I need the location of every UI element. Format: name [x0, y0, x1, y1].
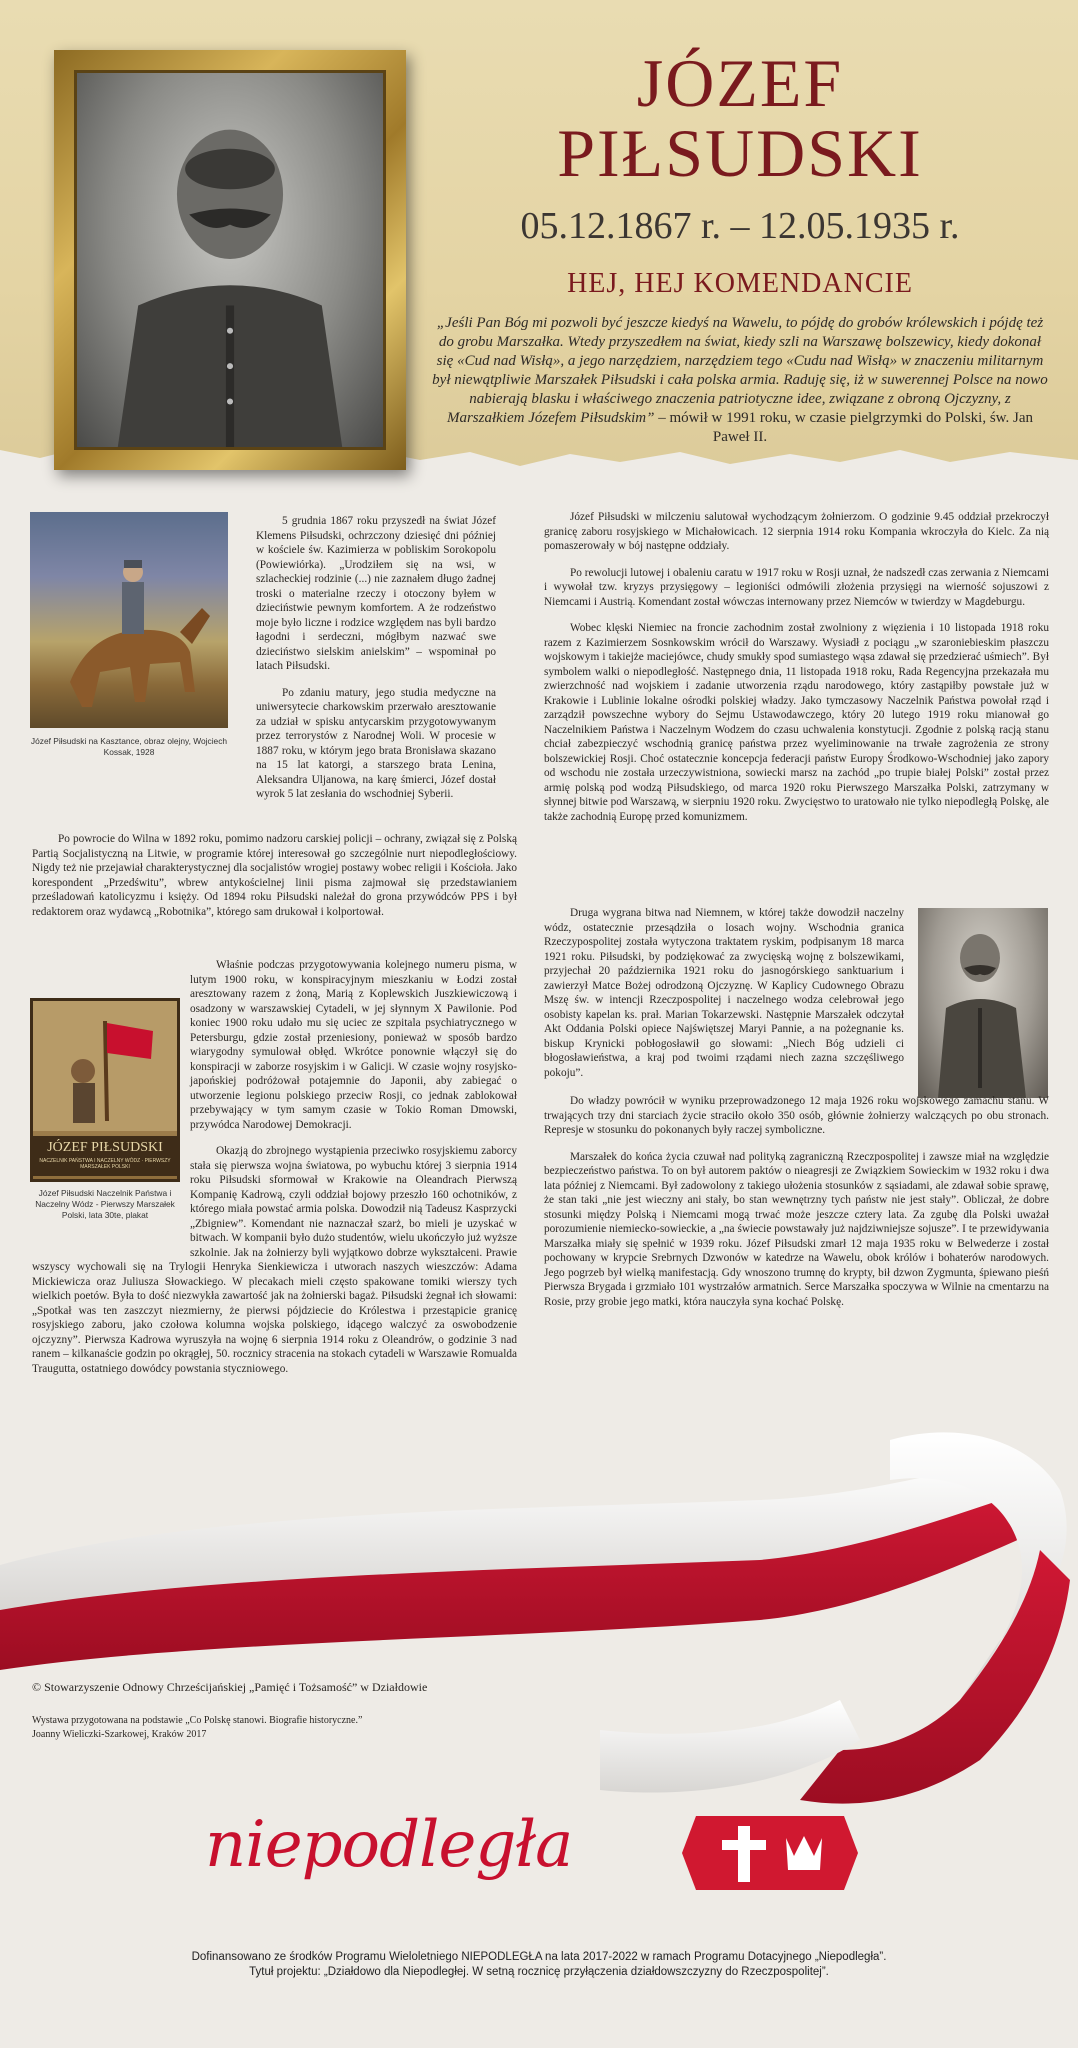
paragraph: 5 grudnia 1867 roku przyszedł na świat Józef Klemens Piłsudski, ochrzczony dziesięć dni później w kościele św. Kazimierza w pobliskim Sorokopolu (Powiewiórka). „Urodziłem się na wsi, w szlacheckiej rodzinie (...) nie zaznałem długo żadnej troski o materialne rzeczy i otoczony byłem w dzieciństwie pewnym komfortem. A że rodzeństwo moje było liczne i rodzice względem nas byli bardzo łagodni i serdeczni, mógłbym nazwać swe dzieciństwo sielskim anielskim” – wspominał po latach Piłsudski. — [256, 515, 496, 672]
poster-float-spacer — [32, 1000, 190, 1250]
paragraph: Józef Piłsudski w milczeniu salutował wychodzącym żołnierzom. O godzinie 9.45 oddział przekroczył granicę zaboru rosyjskiego w Michałowicach. 12 sierpnia 1914 roku Kompania wkroczyła do Kielc. Za nią pomaszerowały w bój następne oddziały. — [544, 511, 1049, 552]
niepodlegla-logo: niepodległa — [205, 1808, 573, 1882]
funding-note — [0, 1950, 1078, 1980]
source-line1: Wystawa przygotowana na podstawie „Co Polskę stanowi. Biografie historyczne.” — [32, 1715, 363, 1726]
source-note — [32, 1714, 362, 1742]
caption-poster: Józef Piłsudski Naczelnik Państwa i Naczelny Wódz - Pierwszy Marszałek Polski, lata 30te, plakat — [35, 1188, 175, 1220]
subtitle: HEJ, HEJ KOMENDANCIE — [567, 268, 913, 299]
cross-crown-icon — [682, 1816, 858, 1890]
seated-figure-icon — [918, 908, 1048, 1098]
left-col-lower — [32, 958, 517, 1388]
paragraph: Po powrocie do Wilna w 1892 roku, pomimo nadzoru carskiej policji – ochrany, związał się z Polską Partią Socjalistyczną na Litwie, w programie której interesował go szczególnie nurt niepodległościowy. Nigdy też nie przejawiał charakterystycznej dla socjalistów wrogiej postawy wobec religii i Kościoła. Jako korespondent „Przedświtu”, wbrew antykościelnej linii pisma zajmował się przedstawianiem prześladowań katolicyzmu i księży. Od 1894 roku Piłsudski należał do grona przywódców PPS i był redaktorem oraz wydawcą „Robotnika”, którego sam drukował i kolportował. — [32, 833, 517, 918]
portrait-figure-icon — [77, 73, 383, 447]
poster-subtitle: NACZELNIK PAŃSTWA I NACZELNY WÓDZ · PIERWSZY MARSZAŁEK POLSKI — [33, 1156, 177, 1176]
source-line2: Joanny Wieliczki-Szarkowej, Kraków 2017 — [32, 1729, 207, 1740]
paragraph: Po rewolucji lutowej i obaleniu caratu w 1917 roku w Rosji uznał, że nadszedł czas zerwania z Niemcami i wywołał tzw. kryzys przysięgowy – legioniści odmówili złożenia przysięgi na wierność sojuszowi z Niemcami i Austrią. Komendant został wówczas internowany przez Niemców w twierdzy w Magdeburgu. — [544, 566, 1049, 608]
paragraph: Marszałek do końca życia czuwał nad polityką zagraniczną Rzeczpospolitej i zawsze miał na względzie bezpieczeństwo państwa. To on był autorem paktów o nieagresji ze Związkiem Sowieckim w 1932 roku i dwa lata później z Niemcami. Był zadowolony z takiego ułożenia stosunków z sąsiadami, ale zdawał sobie sprawę, że stan taki „nie jest wieczny ani stały, bo stan wewnętrzny tych państw nie jest stały”. Obliczał, że dobre stosunki między Polską i Niemcami mogą trwać może jeszcze cztery lata. Za zgubę dla Polski uważał porozumienie niemiecko-sowieckie, a „na świecie powstawały już najdziwniejsze sojusze”. I te przewidywania Marszałka miały się spełnić w 1939 roku. Józef Piłsudski zmarł 12 maja 1935 roku w Belwederze i został pochowany w krypcie Srebrnych Dzwonów w katedrze na Wawelu, obok królów i bohaterów narodowych. Jego pogrzeb był wielką manifestacją. Gdy wnoszono trumnę do krypty, bił dzwon Zygmunta, śpiewano pieśń Pierwsza Brygada i grzmiało 101 wystrzałów armatnich. Serce Marszałka spoczywa w Wilnie na cmentarzu na Rosie, przy grobie jego matki, która nauczyła syna kochać Polskę. — [544, 1150, 1049, 1308]
poster-title: JÓZEF PIŁSUDSKI — [33, 1136, 177, 1156]
funding-line2: Tytuł projektu: „Działdowo dla Niepodległej. W setną rocznicę przyłączenia działdowszczyzny do Rzeczpospolitej”. — [249, 1966, 829, 1978]
flag-ribbon — [0, 1400, 1078, 1820]
name-line1: JÓZEF — [636, 45, 844, 121]
funding-line1: Dofinansowano ze środków Programu Wieloletniego NIEPODLEGŁA na lata 2017-2022 w ramach Programu Dotacyjnego „Niepodległa”. — [191, 1951, 887, 1963]
left-col-full-1 — [32, 832, 517, 931]
quote — [430, 314, 1050, 447]
quote-attribution: – mówił w 1991 roku, w czasie pielgrzymki do Polski, św. Jan Paweł II. — [654, 410, 1034, 445]
painting-kasztanka — [30, 512, 228, 758]
left-col-upper — [256, 514, 496, 814]
cross-crown-logo — [682, 1816, 858, 1890]
paragraph: Po zdaniu matury, jego studia medyczne na uniwersytecie charkowskim przerwało aresztowanie za udział w spisku antycarskim przygotowywanym przez terrorystów z Narodnej Woli. W procesie w 1887 roku, w którym jego brata Bronisława skazano na 15 lat katorgi, a starszego brata Lenina, Aleksandra Uljanowa, na karę śmierci, Józef dostał wyrok 5 lat zesłania do wschodniej Syberii. — [256, 686, 496, 800]
title-block — [430, 45, 1050, 447]
copyright: © Stowarzyszenie Odnowy Chrześcijańskiej „Pamięć i Tożsamość” w Działdowie — [32, 1680, 428, 1694]
paragraph: Właśnie podczas przygotowywania kolejnego numeru pisma, w lutym 1900 roku, w konspiracyjnym mieszkaniu w Łodzi został aresztowany razem z żoną, Marią z Koplewskich Juszkiewiczową i osadzony w warszawskiej Cytadeli, w jej słynnym X Pawilonie. Pod koniec 1900 roku udało mu się uciec ze szpitala psychiatrycznego w Petersburgu, gdzie został przeniesiony, ponieważ w sposób bardzo wiarygodny symulował obłęd. Wkrótce ponownie włączył się do konspiracji w zaborze rosyjskim i w Galicji. W czasie wojny rosyjsko-japońskiej podróżował potajemnie do Japonii, aby zabiegać o utworzenie legionu polskiego przeciw Rosji, co jednak zablokował przebywający w tym samym czasie w Tokio Roman Dmowski, przywódca Narodowej Demokracji. — [190, 959, 517, 1131]
painting-image — [30, 512, 228, 728]
caption-painting: Józef Piłsudski na Kasztance, obraz olejny, Wojciech Kossak, 1928 — [30, 736, 228, 757]
paragraph: Okazją do zbrojnego wystąpienia przeciwko rosyjskiemu zaborcy stała się pierwsza wojna światowa, po wybuchu której 3 sierpnia 1914 roku Piłsudski sformował w Krakowie na Oleandrach Pierwszą Kompanię Kadrową, czyli oddział bojowy przeszło 160 ochotników, z którego miała powstać armia polska. Dowodził nią Tadeusz Kasprzycki „Zbigniew”. Komendant nie naznaczał szarż, bo mieli je uzyskać w bitwach. W kompanii było dużo studentów, wielu ukończyło już wyższe szkolnie. Jak na żołnierzy byli wyjątkowo dobrze wykształceni. Prawie wszyscy wychowali się na Trylogii Henryka Sienkiewicza i utworach naszych wieszczów: Adama Mickiewicza oraz Juliusza Słowackiego. W plecakach mieli często spakowane tomiki wierszy tych wielkich poetów. Była to dość niezwykła zawartość jak na żołnierski bagaż. Piłsudski żegnał ich słowami: „Spotkał was ten zaszczyt niezmierny, że pierwsi pójdziecie do Królestwa i przestąpicie granicę rosyjskiego zaboru, jako czołowa kolumna wojska polskiego, idącego walczyć za oswobodzenie ojczyzny”. Pierwsza Kadrowa wyruszyła na wojnę 6 sierpnia 1914 roku z Oleandrów, o godzinie 3 nad ranem – kilkanaście godzin po okrągłej, 50. rocznicy stracenia na stokach cytadeli w Warszawie Romualda Traugutta, ostatniego dowódcy powstania styczniowego. — [32, 1145, 517, 1375]
portrait-frame — [54, 50, 406, 470]
life-dates: 05.12.1867 r. – 12.05.1935 r. — [520, 205, 960, 247]
horse-rider-icon — [30, 512, 228, 728]
paragraph: Wobec klęski Niemiec na froncie zachodnim został zwolniony z więzienia i 10 listopada 1918 roku razem z Kazimierzem Sosnkowskim wrócił do Warszawy. Wysiadł z pociągu „w szaroniebieskim płaszczu wojskowym i takiejże maciejówce, chudy smukły spod sumiastego wąsa zdawał się przedzierać uśmiech”. Był symbolem walki o niepodległość. Następnego dnia, 11 listopada 1918 roku, Rada Regencyjna przekazała mu zwierzchność nad wojskiem i zadanie utworzenia rządu narodowego, który zastąpiłby powstałe już w Krakowie i Lublinie lokalne ośrodki polskiej władzy. Jako tymczasowy Naczelnik Państwa powołał rząd i zarządził powszechne wybory do Sejmu Ustawodawczego, który 20 lutego 1919 roku mianował go Naczelnikiem Państwa i Naczelnym Wodzem do czasu uchwalenia konstytucji. Zgodnie z polską racją stanu chciał zabezpieczyć wschodnią granicę państwa przez wyeliminowanie na trwałe zagrożenia ze strony bolszewickiej Rosji. Choć ostatecznie koncepcja federacji państw Europy Środkowo-Wschodniej jako zapory od wschodu nie została urzeczywistniona, sowiecki marsz na zachód „po trupie białej Polski” został przez armię polską pod wodzą Piłsudskiego, od marca 1920 roku Pierwszego Marszałka Polski, zatrzymany w słynnej bitwie pod Warszawą, w sierpniu 1920 roku. Zwycięstwo to uratowało nie tylko niepodległą Polskę, ale także zachodnią Europę przed komunizmem. — [544, 622, 1049, 823]
paragraph: Do władzy powrócił w wyniku przeprowadzonego 12 maja 1926 roku wojskowego zamachu stanu. W trwających trzy dni starciach życie straciło około 350 osób, głównie żołnierzy walczących po obu stronach. Represje w stosunku do pokonanych były raczej symboliczne. — [544, 1095, 1049, 1136]
seated-photo — [918, 908, 1048, 1098]
photo-pilsudski-seated — [918, 908, 1048, 1098]
quote-text: „Jeśli Pan Bóg mi pozwoli być jeszcze kiedyś na Wawelu, to pójdę do grobów królewskich i pójdę też do grobu Marszałka. Wtedy przyszedłem na świat, kiedy szli na Warszawę bolszewicy, kiedy dokonał się «Cud nad Wisłą», a jego narzędziem, narzędziem tego «Cudu nad Wisłą» w znaczeniu militarnym był niewątpliwie Marszałek Piłsudski i cała polska armia. Raduję się, iż w suwerennej Polsce na nowo nabierają blasku i właściwego znaczenia patriotyczne idee, związane z obroną Ojczyzny, z Marszałkiem Józefem Piłsudskim” — [432, 315, 1048, 426]
paragraph: Druga wygrana bitwa nad Niemnem, w której także dowodził naczelny wódz, ostatecznie przesądziła o losach wojny. Wschodnia granica Rzeczypospolitej została wytyczona traktatem ryskim, podpisanym 18 marca 1921 roku. Piłsudski, by podziękować za zwycięską wojnę z bolszewikami, przyjechał 20 października 1921 roku do jasnogórskiego sanktuarium i zawierzył Matce Bożej odrodzoną Ojczyznę. W Kaplicy Cudownego Obrazu Mszę św. w intencji Rzeczpospolitej i naczelnego wodza celebrował jego osobisty kapelan ks. prał. Marian Tokarzewski. Następnie Marszałek odczytał Akt Oddania Polski opiece Najświętszej Maryi Pannie, a na pożegnanie ks. biskup Krynicki pobłogosławił go słowami: „Niech Bóg udzieli ci błogosławieństwa, a kraj pod twoimi rządami niech zazna szczęśliwego pokoju”. — [544, 907, 904, 1079]
right-col-mid — [544, 906, 904, 1092]
name-line2: PIŁSUDSKI — [557, 115, 923, 191]
right-col-lower — [544, 1094, 1049, 1321]
right-col — [544, 510, 1049, 836]
portrait-photo — [74, 70, 386, 450]
